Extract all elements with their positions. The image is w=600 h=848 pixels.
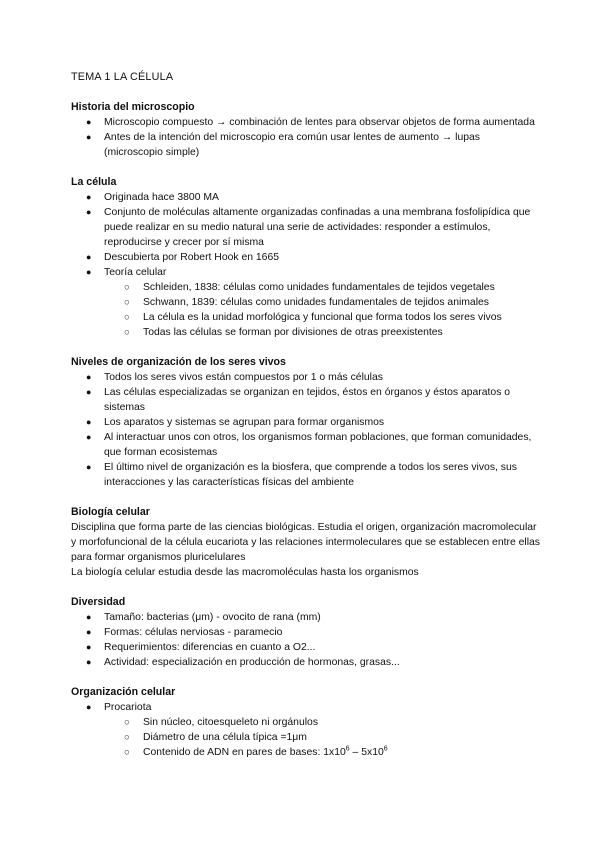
list-item bbox=[71, 115, 541, 130]
list-item-text: Requerimientos: diferencias en cuanto a O2... bbox=[104, 642, 316, 653]
bullet-icon: ● bbox=[86, 702, 92, 712]
bullet-icon: ● bbox=[86, 657, 92, 667]
list-item-text: Originada hace 3800 MA bbox=[104, 192, 219, 203]
biologia-paragraph-2: La biología celular estudia desde las macromoléculas hasta los organismos bbox=[71, 567, 419, 578]
document-title: TEMA 1 LA CÉLULA bbox=[71, 71, 174, 83]
historia-list bbox=[71, 115, 541, 160]
section-diversidad bbox=[71, 595, 541, 670]
bullet-icon: ● bbox=[86, 642, 92, 652]
list-item-text: Al interactuar unos con otros, los organismos forman poblaciones, que forman comunidades, que forman ecosistemas bbox=[104, 432, 532, 458]
adn-text bbox=[143, 747, 388, 758]
list-item-text: Microscopio compuesto → combinación de lentes para observar objetos de forma aumentada bbox=[104, 117, 535, 128]
heading-celula: La célula bbox=[71, 176, 117, 188]
list-item-text: Los aparatos y sistemas se agrupan para formar organismos bbox=[104, 417, 385, 428]
diversidad-list bbox=[71, 610, 541, 670]
adn-exponent-1: 6 bbox=[345, 745, 350, 753]
list-item-text: Actividad: especialización en producción de hormonas, grasas... bbox=[104, 657, 400, 668]
procariota-list bbox=[104, 715, 541, 760]
bullet-icon: ● bbox=[86, 207, 92, 217]
sub-list-item bbox=[71, 295, 541, 310]
circle-bullet-icon: ○ bbox=[124, 732, 130, 743]
bullet-icon: ● bbox=[86, 627, 92, 637]
list-item bbox=[71, 700, 541, 760]
bullet-icon: ● bbox=[86, 387, 92, 397]
sub-list-item-text: Todas las células se forman por divisiones de otras preexistentes bbox=[143, 327, 443, 338]
list-item-text: Conjunto de moléculas altamente organizadas confinadas a una membrana fosfolipídica que puede realizar en su medio natural una serie de actividades: responder a estímulos, reproducirse y crecer por sí misma bbox=[104, 207, 531, 248]
list-item bbox=[71, 385, 541, 415]
list-item-text: Las células especializadas se organizan en tejidos, éstos en órganos y éstos aparatos o sistemas bbox=[104, 387, 511, 413]
list-item-text: Procariota bbox=[104, 702, 152, 713]
heading-biologia: Biología celular bbox=[71, 506, 150, 518]
section-organizacion bbox=[71, 685, 541, 760]
sub-list-item-text: Schwann, 1839: células como unidades fundamentales de tejidos animales bbox=[143, 297, 489, 308]
heading-organizacion: Organización celular bbox=[71, 686, 176, 698]
section-biologia bbox=[71, 505, 541, 580]
list-item bbox=[71, 460, 541, 490]
list-item bbox=[71, 265, 541, 340]
bullet-icon: ● bbox=[86, 432, 92, 442]
sub-list-item bbox=[71, 325, 541, 340]
adn-middle: – 5x10 bbox=[349, 747, 384, 758]
document-content bbox=[71, 70, 541, 775]
bullet-icon: ● bbox=[86, 132, 92, 142]
circle-bullet-icon: ○ bbox=[124, 717, 130, 728]
list-item bbox=[71, 190, 541, 205]
list-item bbox=[71, 655, 541, 670]
bullet-icon: ● bbox=[86, 612, 92, 622]
circle-bullet-icon: ○ bbox=[124, 747, 130, 758]
bullet-icon: ● bbox=[86, 252, 92, 262]
sub-list-item bbox=[71, 715, 541, 730]
circle-bullet-icon: ○ bbox=[124, 297, 130, 308]
section-celula bbox=[71, 175, 541, 340]
heading-diversidad: Diversidad bbox=[71, 596, 126, 608]
bullet-icon: ● bbox=[86, 462, 92, 472]
teoria-celular-list bbox=[104, 280, 541, 340]
sub-list-item bbox=[71, 280, 541, 295]
sub-list-item-text: Diámetro de una célula típica =1μm bbox=[143, 732, 307, 743]
sub-list-item-text: La célula es la unidad morfológica y funcional que forma todos los seres vivos bbox=[143, 312, 502, 323]
section-historia bbox=[71, 100, 541, 160]
heading-niveles: Niveles de organización de los seres vivos bbox=[71, 356, 286, 368]
heading-historia: Historia del microscopio bbox=[71, 101, 195, 113]
sub-list-item bbox=[71, 745, 541, 760]
bullet-icon: ● bbox=[86, 192, 92, 202]
niveles-list bbox=[71, 370, 541, 490]
list-item-text: Antes de la intención del microscopio era común usar lentes de aumento → lupas (microscopio simple) bbox=[104, 132, 481, 158]
list-item bbox=[71, 130, 541, 160]
bullet-icon: ● bbox=[86, 117, 92, 127]
sub-list-item bbox=[71, 310, 541, 325]
sub-list-item-text: Sin núcleo, citoesqueleto ni orgánulos bbox=[143, 717, 319, 728]
circle-bullet-icon: ○ bbox=[124, 282, 130, 293]
list-item bbox=[71, 610, 541, 625]
biologia-paragraph: Disciplina que forma parte de las ciencias biológicas. Estudia el origen, organización macromolecular y morfofuncional de la célula eucariota y las relaciones intermoleculares que se establecen entre ellas para formar organismos pluricelulares bbox=[71, 522, 540, 563]
list-item bbox=[71, 250, 541, 265]
list-item bbox=[71, 430, 541, 460]
bullet-icon: ● bbox=[86, 372, 92, 382]
bullet-icon: ● bbox=[86, 267, 92, 277]
list-item bbox=[71, 205, 541, 250]
organizacion-list bbox=[71, 700, 541, 760]
list-item-text: Tamaño: bacterias (μm) - ovocito de rana (mm) bbox=[104, 612, 321, 623]
adn-exponent-2: 6 bbox=[383, 745, 388, 753]
section-niveles bbox=[71, 355, 541, 490]
circle-bullet-icon: ○ bbox=[124, 327, 130, 338]
list-item-text: Descubierta por Robert Hook en 1665 bbox=[104, 252, 280, 263]
adn-prefix: Contenido de ADN en pares de bases: 1x10 bbox=[143, 747, 346, 758]
list-item bbox=[71, 415, 541, 430]
list-item bbox=[71, 640, 541, 655]
list-item-text: Formas: células nerviosas - paramecio bbox=[104, 627, 283, 638]
list-item bbox=[71, 370, 541, 385]
circle-bullet-icon: ○ bbox=[124, 312, 130, 323]
list-item-text: El último nivel de organización es la biosfera, que comprende a todos los seres vivos, sus interacciones y las características físicas del ambiente bbox=[104, 462, 517, 488]
sub-list-item bbox=[71, 730, 541, 745]
list-item bbox=[71, 625, 541, 640]
celula-list bbox=[71, 190, 541, 340]
list-item-text: Teoría celular bbox=[104, 267, 167, 278]
bullet-icon: ● bbox=[86, 417, 92, 427]
sub-list-item-text: Schleiden, 1838: células como unidades fundamentales de tejidos vegetales bbox=[143, 282, 495, 293]
list-item-text: Todos los seres vivos están compuestos por 1 o más células bbox=[104, 372, 383, 383]
